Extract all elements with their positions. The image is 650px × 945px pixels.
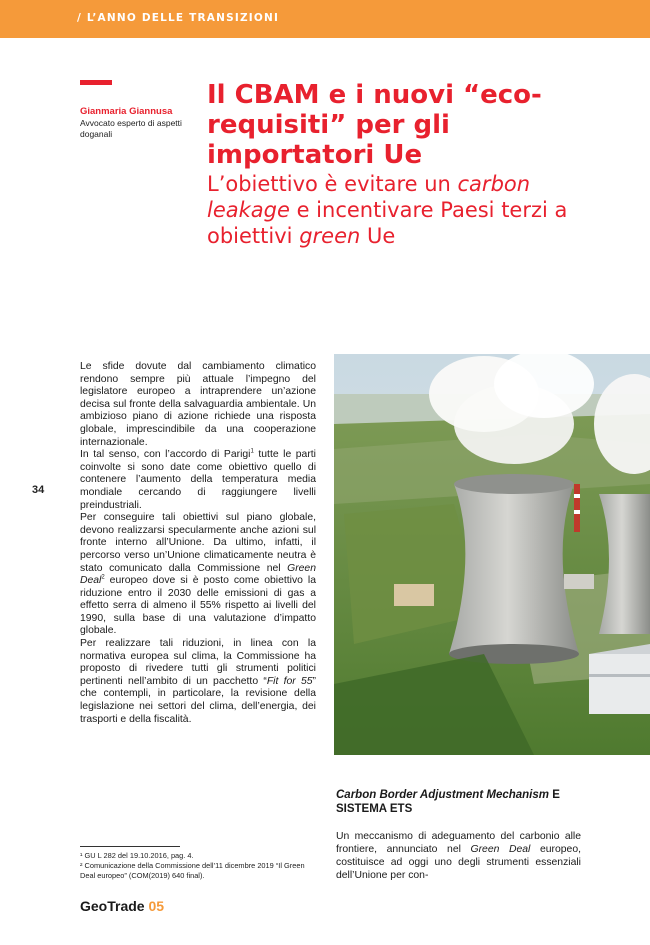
footnote-ref: 1 [250, 448, 254, 455]
author-name: Gianmaria Giannusa [80, 106, 173, 117]
magazine-brand [80, 898, 164, 914]
footnote-divider [80, 846, 180, 847]
text-run: europeo dove si è posto come obiettivo la riduzione entro il 2030 delle emissioni di gas a effetto serra di almeno il 55% rispetto ai livelli del 1990, sulla base di una valutazione d’impatto globale. [80, 575, 316, 637]
subtitle-part: e incentivare Paesi terzi a obiettivi [207, 198, 568, 248]
article-title: Il CBAM e i nuovi “eco-requisiti” per gli importatori Ue [207, 80, 542, 170]
subtitle-emphasis: green [299, 224, 361, 248]
subtitle-part: L’obiettivo è evitare un [207, 172, 458, 196]
author-block [80, 106, 190, 140]
text-emphasis: Fit for 55 [266, 675, 313, 687]
brand-name: GeoTrade [80, 898, 145, 914]
text-run: In tal senso, con l’accordo di Parigi [80, 449, 251, 461]
text-run: tutte le parti coinvolte si sono date come obiettivo quello di contenere l’aumento della temperatura media mondiale cercando di raggiungere livelli preindustriali. [80, 449, 316, 511]
subtitle-part: Ue [360, 224, 396, 248]
text-run: ” che contempli, in particolare, la revisione della legislazione nei settori del clima, dell’energia, dei trasporti e della fiscalità. [80, 675, 316, 725]
paragraph [80, 449, 316, 512]
accent-bar [80, 80, 112, 85]
paragraph [80, 512, 316, 638]
section-subheading [336, 789, 596, 816]
text-emphasis: Green Deal [80, 562, 316, 587]
footnote: ² Comunicazione della Commissione dell’11 dicembre 2019 “Il Green Deal europeo” (COM(2019) 640 final). [80, 861, 305, 880]
article-subtitle [207, 171, 587, 249]
paragraph [80, 638, 316, 726]
text-run: Per conseguire tali obiettivi sul piano globale, devono realizzarsi specularmente anche azioni sul fronte interno all’Unione. Da ultimo, infatti, il percorso verso un’Unione climaticamente neutra è stato comunicato dalla Commissione nel [80, 512, 316, 574]
section-label: / L’ANNO DELLE TRANSIZIONI [77, 12, 280, 24]
subtitle-emphasis: carbon leakage [207, 172, 531, 222]
footnote: ¹ GU L 282 del 19.10.2016, pag. 4. [80, 851, 194, 860]
author-role: Avvocato esperto di aspetti doganali [80, 118, 182, 139]
text-run: europeo, costituisce ad oggi uno degli strumenti essenziali dell’Unione per con- [336, 844, 581, 881]
article-body [80, 361, 316, 726]
text-run: Un meccanismo di adeguamento del carbonio alle frontiere, annunciato nel [336, 831, 581, 855]
text-run: Per realizzare tali riduzioni, in linea con la normativa europea sul clima, la Commissione ha proposto di rivedere tutti gli strumenti politici pertinenti nell’ambito di un pacchetto “ [80, 638, 316, 687]
footnote-ref: 2 [101, 574, 105, 581]
footnotes [80, 851, 320, 881]
issue-number: 05 [144, 898, 165, 914]
subheading-text: E SISTEMA ETS [336, 789, 560, 815]
subheading-emphasis: Carbon Border Adjustment Mechanism [336, 789, 549, 801]
paragraph: Le sfide dovute dal cambiamento climatico rendono sempre più attuale l’impegno del legislatore europeo a intraprendere un’azione decisa sul fronte della salvaguardia ambientale. Un ambizioso piano di azione richiede una risposta globale, imprescindibile da una cooperazione internazionale. [80, 361, 316, 448]
text-emphasis: Green Deal [470, 844, 531, 855]
power-plant-photo [334, 354, 650, 755]
header-bar [0, 0, 650, 38]
page-number: 34 [32, 484, 45, 496]
article-body-column-2 [336, 830, 581, 882]
